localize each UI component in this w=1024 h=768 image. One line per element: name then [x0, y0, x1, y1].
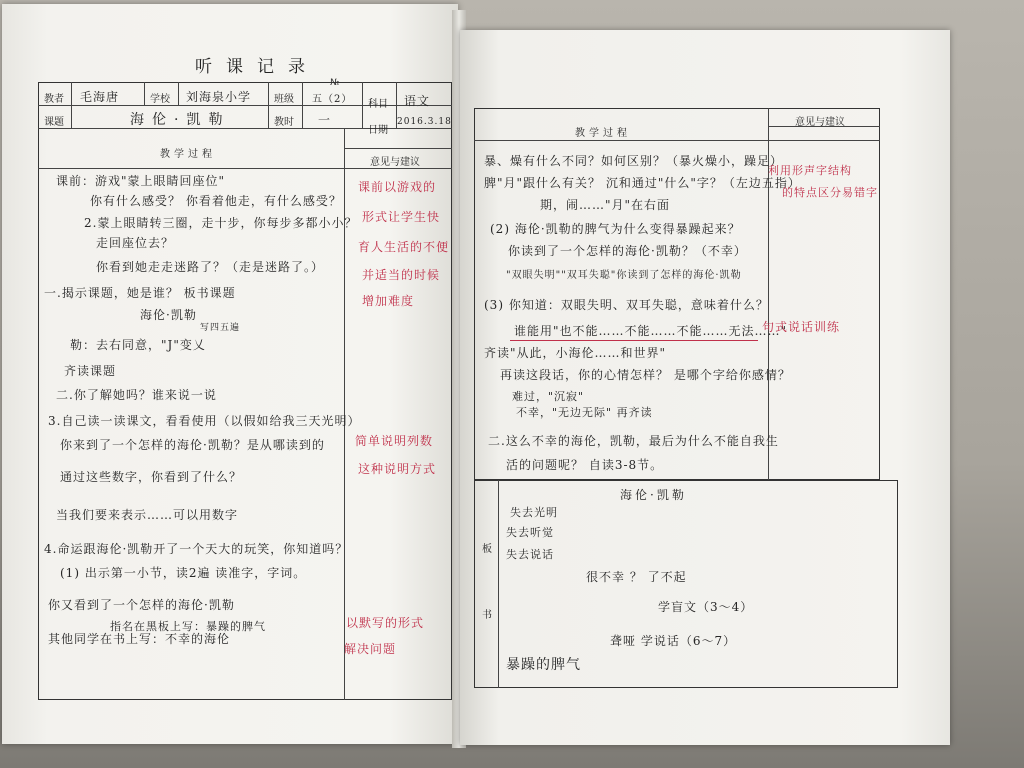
- class-label: 班级: [274, 94, 294, 105]
- advice-note: 课前以游戏的: [358, 180, 437, 194]
- notes-line: 你看到她走走迷路了？（走是迷路了。）: [96, 260, 325, 274]
- notes-line: (2) 海伦·凯勒的脾气为什么变得暴躁起来？: [490, 222, 741, 236]
- advice-header: 意见与建议: [370, 157, 420, 168]
- notes-line: 谁能用"也不能……不能……不能……无法……": [514, 324, 788, 338]
- advice-note: 利用形声字结构: [768, 164, 852, 177]
- notes-line: 海伦·凯勒: [140, 308, 197, 322]
- board-line: 失去说话: [506, 548, 554, 561]
- notes-line: 写四五遍: [200, 323, 241, 333]
- notes-line: 二.这么不幸的海伦，凯勒，最后为什么不能自我生: [488, 434, 779, 448]
- advice-note: 句式说话训练: [762, 320, 841, 334]
- class-value: 五（2）: [312, 94, 353, 105]
- board-line: 暴躁的脾气: [506, 657, 581, 673]
- notes-line: 指名在黑板上写：暴躁的脾气: [110, 620, 266, 633]
- notes-line: 活的问题呢？ 自读3-8节。: [506, 458, 664, 472]
- notes-line: "双眼失明""双耳失聪"你读到了怎样的海伦·凯勒: [506, 270, 742, 281]
- date-value: 2016.3.18: [397, 117, 452, 127]
- lesson-value: 海伦·凯勒: [130, 112, 231, 128]
- board-line: 失去光明: [510, 506, 558, 519]
- process-header: 教学过程: [160, 149, 216, 160]
- advice-note: 的特点区分易错字: [782, 186, 878, 199]
- period-label: 教时: [274, 117, 294, 128]
- notes-line: 你有什么感受？ 你看着他走，有什么感受？: [90, 194, 342, 208]
- notes-line: (1) 出示第一小节，读2遍 读准字，字词。: [60, 566, 307, 580]
- notes-line: 期，闹……"月"在右面: [540, 198, 671, 212]
- board-label-1: 板: [482, 544, 492, 555]
- notes-line: 你读到了一个怎样的海伦·凯勒？（不幸）: [508, 244, 747, 258]
- advice-note: 育人生活的不便: [358, 240, 450, 254]
- notes-line: 4.命运跟海伦·凯勒开了一个天大的玩笑，你知道吗？: [44, 542, 349, 556]
- school-label: 学校: [150, 94, 170, 105]
- notes-line: 课前：游戏"蒙上眼睛回座位": [56, 174, 226, 188]
- notes-line: 通过这些数字，你看到了什么？: [60, 470, 243, 484]
- notes-line: 脾"月"跟什么有关？ 沉和通过"什么"字？（左边五指）: [484, 176, 801, 190]
- teacher-label: 教者: [44, 94, 64, 105]
- board-line: 很不幸 ？ 了不起: [586, 570, 687, 584]
- notes-line: 暴、燥有什么不同？如何区别？（暴火燥小，躁足）: [484, 154, 784, 168]
- advice-header-right: 意见与建议: [795, 117, 845, 128]
- board-title: 海伦·凯勒: [620, 488, 687, 502]
- subject-value: 语文: [404, 94, 431, 108]
- notes-line: 一.揭示课题，她是谁？ 板书课题: [44, 286, 236, 300]
- lesson-label: 课题: [44, 117, 64, 128]
- notes-line: 再读这段话，你的心情怎样？ 是哪个字给你感情？: [500, 368, 791, 382]
- board-line: 聋哑 学说话（6～7）: [610, 634, 737, 648]
- subject-label: 科目: [368, 99, 388, 110]
- date-label: 日期: [368, 125, 388, 136]
- advice-note: 解决问题: [344, 642, 397, 656]
- notes-line: 你来到了一个怎样的海伦·凯勒？是从哪读到的: [60, 438, 325, 452]
- advice-note: 这种说明方式: [358, 462, 437, 476]
- notes-line: 3.自己读一读课文，看看使用（以假如给我三天光明）: [48, 414, 361, 428]
- notes-line: 走回座位去？: [96, 236, 175, 250]
- notes-line: (3) 你知道：双眼失明、双耳失聪，意味着什么？: [484, 298, 769, 312]
- record-number-label: №: [330, 78, 340, 88]
- process-header-right: 教学过程: [575, 128, 631, 139]
- notes-line: 齐读"从此，小海伦……和世界": [484, 346, 667, 360]
- notes-line: 你又看到了一个怎样的海伦·凯勒: [48, 598, 235, 612]
- notes-line: 齐读课题: [64, 364, 117, 378]
- notes-line: 2.蒙上眼睛转三圈，走十步，你每步多都小小？: [84, 216, 358, 230]
- notes-line: 不幸，"无边无际" 再齐读: [516, 406, 653, 419]
- advice-note: 简单说明列数: [355, 434, 434, 448]
- advice-note: 增加难度: [362, 294, 415, 308]
- advice-note: 以默写的形式: [346, 616, 425, 630]
- notes-line: 勒：去右同意，"J"变乂: [70, 338, 206, 352]
- advice-note: 形式让学生快: [362, 210, 441, 224]
- school-value: 刘海泉小学: [186, 90, 252, 104]
- teacher-value: 毛海唐: [80, 90, 120, 104]
- notes-line: 难过，"沉寂": [512, 390, 585, 403]
- period-value: 一: [318, 113, 332, 127]
- notes-line: 其他同学在书上写：不幸的海伦: [48, 632, 231, 646]
- advice-note: 并适当的时候: [362, 268, 441, 282]
- board-label-2: 书: [482, 610, 492, 621]
- board-line: 学盲文（3～4）: [658, 600, 754, 614]
- notes-line: 二.你了解她吗？谁来说一说: [56, 388, 217, 402]
- notes-line: 当我们要来表示……可以用数字: [56, 508, 239, 522]
- board-line: 失去听觉: [506, 526, 554, 539]
- page-title: 听课记录: [195, 57, 319, 77]
